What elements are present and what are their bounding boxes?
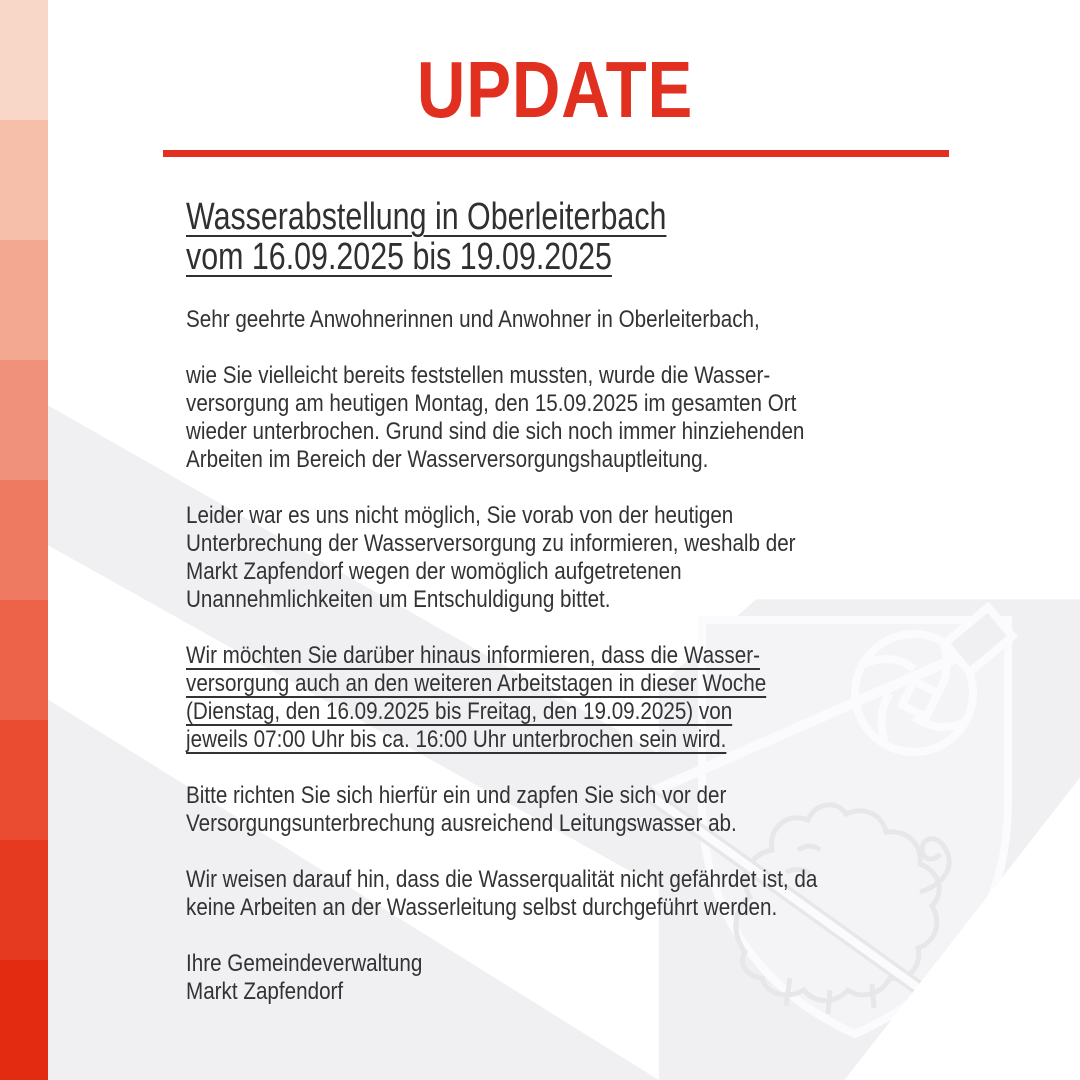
gradient-step xyxy=(0,840,48,960)
gradient-step xyxy=(0,960,48,1080)
text-line: wieder unterbrochen. Grund sind die sich noch immer hinziehenden xyxy=(186,418,805,445)
gradient-step xyxy=(0,600,48,720)
gradient-strip xyxy=(0,0,48,1080)
notice-heading-line: vom 16.09.2025 bis 19.09.2025 xyxy=(186,236,612,278)
gradient-step xyxy=(0,360,48,480)
title-rule xyxy=(163,150,949,157)
paragraph-water-quality xyxy=(186,866,946,922)
paragraph-advice xyxy=(186,782,946,838)
gradient-step xyxy=(0,240,48,360)
gradient-step xyxy=(0,120,48,240)
text-line: Wir möchten Sie darüber hinaus informieren, dass die Wasser- xyxy=(186,642,760,669)
text-line: versorgung auch an den weiteren Arbeitstagen in dieser Woche xyxy=(186,670,767,697)
text-line: Versorgungsunterbrechung ausreichend Leitungswasser ab. xyxy=(186,810,737,837)
gradient-step xyxy=(0,0,48,120)
page-title: UPDATE xyxy=(416,45,694,134)
text-line: Unannehmlichkeiten um Entschuldigung bittet. xyxy=(186,586,611,613)
paragraph-signature xyxy=(186,950,946,1006)
notice-heading xyxy=(186,197,787,277)
notice-body xyxy=(186,306,946,1034)
text-line: versorgung am heutigen Montag, den 15.09.2025 im gesamten Ort xyxy=(186,390,797,417)
text-line: (Dienstag, den 16.09.2025 bis Freitag, den 19.09.2025) von xyxy=(186,698,733,725)
text-line: Ihre Gemeindeverwaltung xyxy=(186,950,423,977)
text-line: Sehr geehrte Anwohnerinnen und Anwohner in Oberleiterbach, xyxy=(186,306,760,333)
text-line: jeweils 07:00 Uhr bis ca. 16:00 Uhr unterbrochen sein wird. xyxy=(186,726,727,753)
notice-heading-line: Wasserabstellung in Oberleiterbach xyxy=(186,196,667,238)
text-line: Arbeiten im Bereich der Wasserversorgungshauptleitung. xyxy=(186,446,709,473)
text-line: Wir weisen darauf hin, dass die Wasserqualität nicht gefährdet ist, da xyxy=(186,866,818,893)
text-line: Markt Zapfendorf wegen der womöglich aufgetretenen xyxy=(186,558,682,585)
text-line: wie Sie vielleicht bereits feststellen mussten, wurde die Wasser- xyxy=(186,362,771,389)
paragraph-schedule-notice xyxy=(186,642,946,754)
paragraph-current-interruption xyxy=(186,362,946,474)
text-line: Leider war es uns nicht möglich, Sie vorab von der heutigen xyxy=(186,502,734,529)
gradient-step xyxy=(0,720,48,840)
text-line: Unterbrechung der Wasserversorgung zu informieren, weshalb der xyxy=(186,530,796,557)
text-line: Markt Zapfendorf xyxy=(186,978,344,1005)
text-line: keine Arbeiten an der Wasserleitung selbst durchgeführt werden. xyxy=(186,894,778,921)
text-line: Bitte richten Sie sich hierfür ein und zapfen Sie sich vor der xyxy=(186,782,727,809)
gradient-step xyxy=(0,480,48,600)
paragraph-salutation xyxy=(186,306,946,334)
paragraph-apology xyxy=(186,502,946,614)
